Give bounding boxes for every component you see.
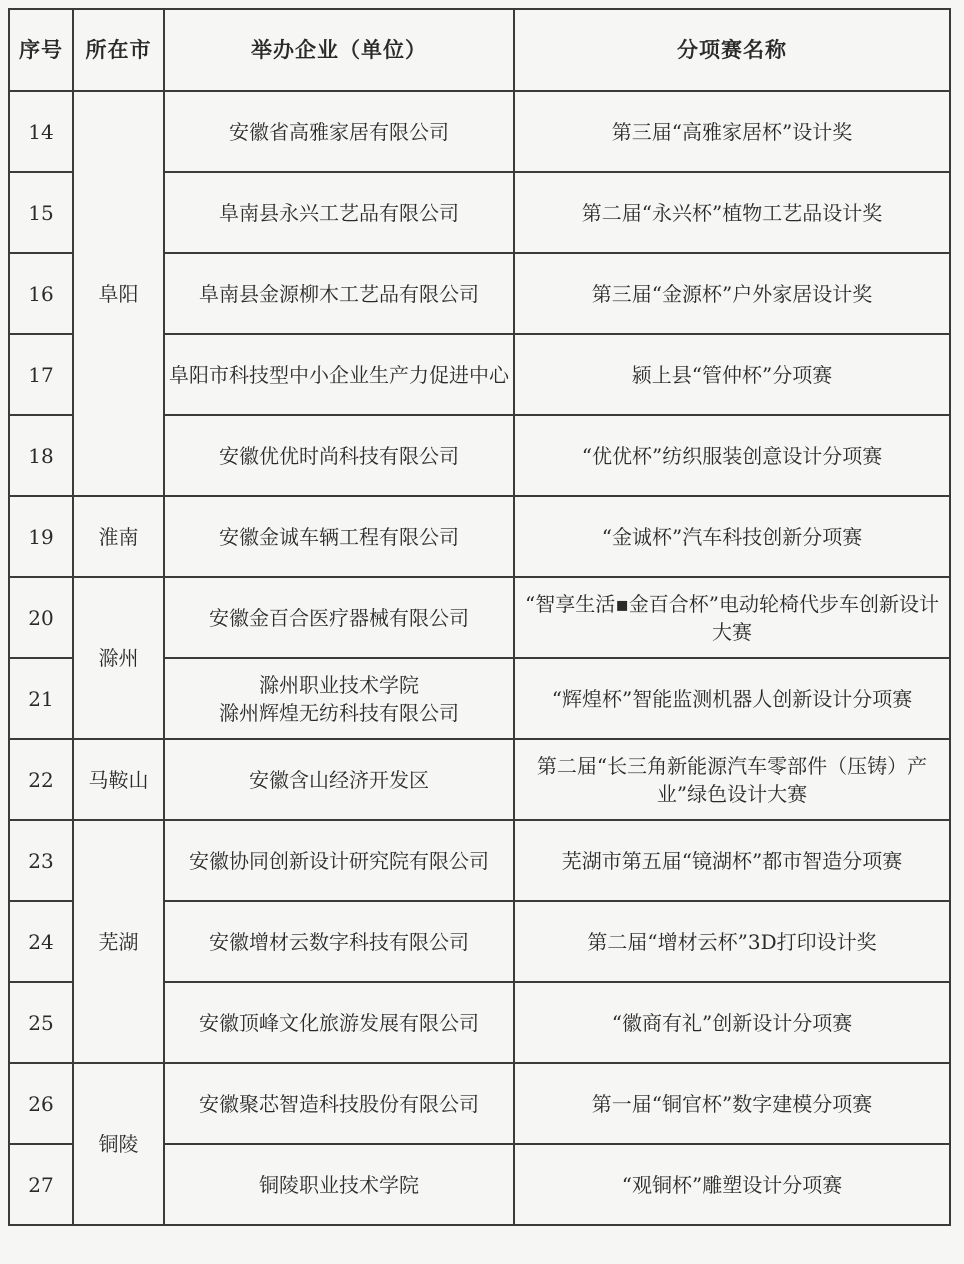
event-cell: “辉煌杯”智能监测机器人创新设计分项赛 <box>514 658 950 739</box>
organizer-cell: 阜南县金源柳木工艺品有限公司 <box>164 253 514 334</box>
city-cell: 滁州 <box>73 577 164 739</box>
city-cell: 芜湖 <box>73 820 164 1063</box>
row-number: 19 <box>9 496 73 577</box>
row-number: 23 <box>9 820 73 901</box>
row-number: 27 <box>9 1144 73 1225</box>
event-cell: “优优杯”纺织服装创意设计分项赛 <box>514 415 950 496</box>
organizer-cell: 安徽优优时尚科技有限公司 <box>164 415 514 496</box>
organizer-cell: 阜阳市科技型中小企业生产力促进中心 <box>164 334 514 415</box>
event-cell: 第三届“高雅家居杯”设计奖 <box>514 91 950 172</box>
row-number: 17 <box>9 334 73 415</box>
organizer-cell: 安徽金诚车辆工程有限公司 <box>164 496 514 577</box>
table-row <box>9 1063 950 1144</box>
event-cell: “徽商有礼”创新设计分项赛 <box>514 982 950 1063</box>
organizer-cell: 滁州职业技术学院 滁州辉煌无纺科技有限公司 <box>164 658 514 739</box>
event-cell: 第三届“金源杯”户外家居设计奖 <box>514 253 950 334</box>
row-number: 21 <box>9 658 73 739</box>
event-cell: 芜湖市第五届“镜湖杯”都市智造分项赛 <box>514 820 950 901</box>
row-number: 22 <box>9 739 73 820</box>
row-number: 15 <box>9 172 73 253</box>
city-cell: 淮南 <box>73 496 164 577</box>
organizer-cell: 安徽协同创新设计研究院有限公司 <box>164 820 514 901</box>
table-row <box>9 820 950 901</box>
row-number: 24 <box>9 901 73 982</box>
organizer-cell: 安徽金百合医疗器械有限公司 <box>164 577 514 658</box>
event-cell: 第二届“永兴杯”植物工艺品设计奖 <box>514 172 950 253</box>
organizer-cell: 安徽含山经济开发区 <box>164 739 514 820</box>
row-number: 26 <box>9 1063 73 1144</box>
organizer-cell: 安徽增材云数字科技有限公司 <box>164 901 514 982</box>
row-number: 20 <box>9 577 73 658</box>
organizer-cell: 铜陵职业技术学院 <box>164 1144 514 1225</box>
organizer-cell: 安徽聚芯智造科技股份有限公司 <box>164 1063 514 1144</box>
event-cell: “金诚杯”汽车科技创新分项赛 <box>514 496 950 577</box>
city-cell: 铜陵 <box>73 1063 164 1225</box>
event-cell: 第二届“增材云杯”3D打印设计奖 <box>514 901 950 982</box>
row-number: 25 <box>9 982 73 1063</box>
row-number: 14 <box>9 91 73 172</box>
table-row <box>9 496 950 577</box>
table-row <box>9 577 950 658</box>
row-number: 18 <box>9 415 73 496</box>
row-number: 16 <box>9 253 73 334</box>
event-cell: “观铜杯”雕塑设计分项赛 <box>514 1144 950 1225</box>
event-cell: 第一届“铜官杯”数字建模分项赛 <box>514 1063 950 1144</box>
header-city: 所在市 <box>73 9 164 91</box>
header-org: 举办企业（单位） <box>164 9 514 91</box>
event-cell: 颍上县“管仲杯”分项赛 <box>514 334 950 415</box>
event-cell: 第二届“长三角新能源汽车零部件（压铸）产业”绿色设计大赛 <box>514 739 950 820</box>
table-body <box>9 91 950 1225</box>
header-row <box>9 9 950 91</box>
competition-table <box>8 8 951 1226</box>
city-cell: 马鞍山 <box>73 739 164 820</box>
city-cell: 阜阳 <box>73 91 164 496</box>
organizer-cell: 阜南县永兴工艺品有限公司 <box>164 172 514 253</box>
event-cell: “智享生活▪金百合杯”电动轮椅代步车创新设计大赛 <box>514 577 950 658</box>
header-num: 序号 <box>9 9 73 91</box>
organizer-cell: 安徽顶峰文化旅游发展有限公司 <box>164 982 514 1063</box>
table-row <box>9 739 950 820</box>
header-event: 分项赛名称 <box>514 9 950 91</box>
table-row <box>9 91 950 172</box>
organizer-cell: 安徽省高雅家居有限公司 <box>164 91 514 172</box>
